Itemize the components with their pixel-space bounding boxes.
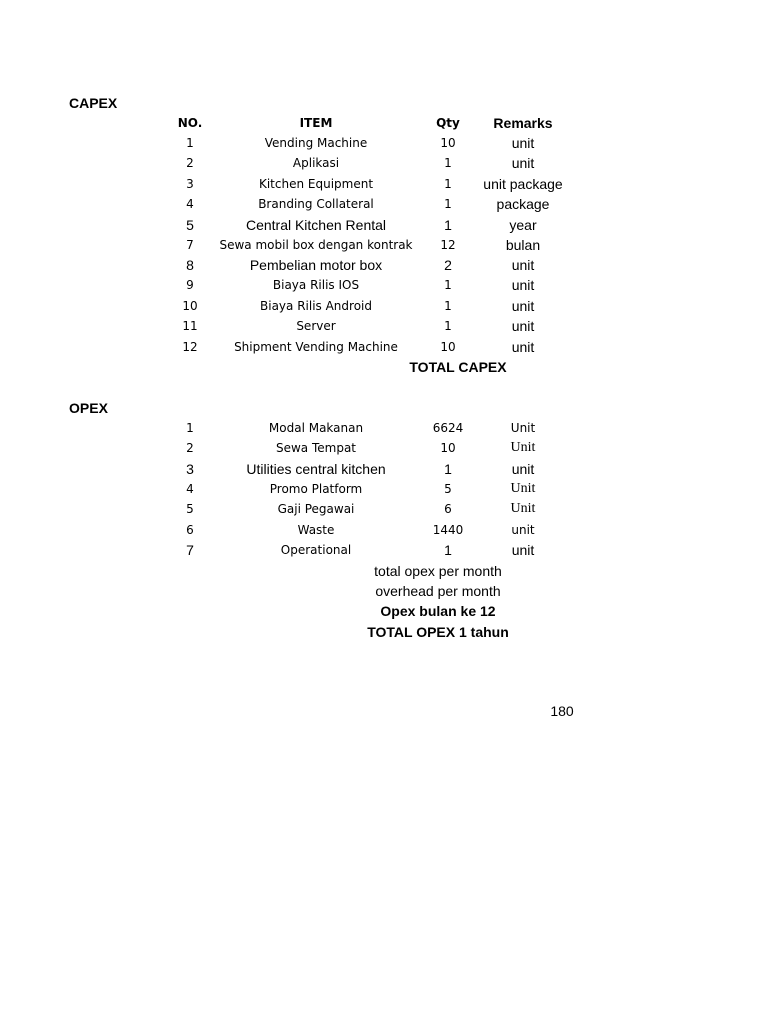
row-no: 12 xyxy=(182,340,198,354)
row-remarks: Unit xyxy=(510,440,536,455)
row-no: 2 xyxy=(186,441,194,455)
row-item: Aplikasi xyxy=(292,156,340,170)
row-remarks: Unit xyxy=(510,481,536,496)
row-remarks: unit xyxy=(511,523,535,537)
header-no: NO. xyxy=(177,116,203,130)
row-remarks: unit xyxy=(511,135,535,151)
row-no: 5 xyxy=(186,217,194,233)
row-qty: 1 xyxy=(444,197,452,211)
row-qty: 1 xyxy=(444,177,452,191)
row-no: 2 xyxy=(186,156,194,170)
row-remarks: unit xyxy=(511,339,535,355)
table-row xyxy=(0,153,768,173)
row-no: 4 xyxy=(186,482,194,496)
row-qty: 1 xyxy=(444,299,452,313)
table-row xyxy=(0,520,768,540)
row-item: Sewa Tempat xyxy=(275,441,357,455)
row-qty: 1440 xyxy=(432,523,464,537)
total-capex-label: TOTAL CAPEX xyxy=(409,359,507,375)
table-row xyxy=(0,133,768,153)
table-row xyxy=(0,337,768,357)
row-item: Biaya Rilis IOS xyxy=(272,278,360,292)
row-item: Shipment Vending Machine xyxy=(234,340,398,354)
total-opex-year-label: TOTAL OPEX 1 tahun xyxy=(367,624,509,640)
row-no: 3 xyxy=(186,461,194,477)
row-item: Biaya Rilis Android xyxy=(260,299,372,313)
row-no: 10 xyxy=(182,299,198,313)
row-remarks: unit xyxy=(511,277,535,293)
opex-month-12-label: Opex bulan ke 12 xyxy=(380,603,496,619)
row-qty: 6624 xyxy=(432,421,464,435)
row-no: 4 xyxy=(186,197,194,211)
row-item: Utilities central kitchen xyxy=(246,461,386,477)
table-row xyxy=(0,235,768,255)
capex-header-row xyxy=(0,113,768,133)
row-remarks: bulan xyxy=(505,237,541,253)
row-no: 5 xyxy=(186,502,194,516)
row-remarks: year xyxy=(509,217,537,233)
row-remarks: unit xyxy=(511,542,535,558)
row-qty: 1 xyxy=(444,278,452,292)
table-row xyxy=(0,438,768,458)
table-row xyxy=(0,194,768,214)
row-qty: 1 xyxy=(444,319,452,333)
row-qty: 1 xyxy=(444,217,452,233)
table-row xyxy=(0,499,768,519)
row-no: 1 xyxy=(186,136,194,150)
row-qty: 10 xyxy=(440,340,456,354)
row-qty: 12 xyxy=(440,238,456,252)
overhead-per-month-label: overhead per month xyxy=(375,583,501,599)
row-qty: 2 xyxy=(444,257,452,273)
row-item: Kitchen Equipment xyxy=(258,177,374,191)
table-row xyxy=(0,215,768,235)
table-row xyxy=(0,316,768,336)
row-item: Central Kitchen Rental xyxy=(245,217,387,233)
row-remarks: package xyxy=(496,196,550,212)
row-no: 1 xyxy=(186,421,194,435)
row-remarks: unit xyxy=(511,298,535,314)
row-no: 9 xyxy=(186,278,194,292)
page-number: 180 xyxy=(550,703,574,719)
opex-title: OPEX xyxy=(69,400,108,416)
row-no: 8 xyxy=(186,257,194,273)
row-qty: 10 xyxy=(440,441,456,455)
row-item: Branding Collateral xyxy=(258,197,374,211)
row-item: Server xyxy=(296,319,336,333)
row-no: 3 xyxy=(186,177,194,191)
row-no: 6 xyxy=(186,523,194,537)
row-item: Pembelian motor box xyxy=(249,257,383,273)
table-row xyxy=(0,296,768,316)
row-item: Vending Machine xyxy=(264,136,368,150)
row-item: Waste xyxy=(297,523,335,537)
row-remarks: unit xyxy=(511,318,535,334)
total-opex-per-month-label: total opex per month xyxy=(374,563,502,579)
table-row xyxy=(0,459,768,479)
header-item: ITEM xyxy=(299,116,333,130)
header-qty: Qty xyxy=(436,116,460,130)
row-item: Modal Makanan xyxy=(268,421,364,435)
row-qty: 5 xyxy=(444,482,452,496)
row-item: Operational xyxy=(280,543,352,557)
row-remarks: unit xyxy=(511,461,535,477)
row-qty: 1 xyxy=(444,542,452,558)
row-qty: 6 xyxy=(444,502,452,516)
row-remarks: unit package xyxy=(483,176,563,192)
row-qty: 1 xyxy=(444,461,452,477)
table-row xyxy=(0,540,768,560)
table-row xyxy=(0,174,768,194)
row-item: Sewa mobil box dengan kontrak xyxy=(219,238,413,252)
row-no: 11 xyxy=(182,319,198,333)
row-no: 7 xyxy=(186,238,194,252)
row-remarks: unit xyxy=(511,257,535,273)
table-row xyxy=(0,479,768,499)
table-row xyxy=(0,255,768,275)
table-row xyxy=(0,418,768,438)
row-qty: 10 xyxy=(440,136,456,150)
row-remarks: Unit xyxy=(510,421,536,435)
table-row xyxy=(0,275,768,295)
row-remarks: Unit xyxy=(510,501,536,516)
row-no: 7 xyxy=(186,542,194,558)
row-item: Promo Platform xyxy=(269,482,363,496)
header-remarks: Remarks xyxy=(493,115,553,131)
row-item: Gaji Pegawai xyxy=(277,502,355,516)
capex-title: CAPEX xyxy=(69,95,118,111)
row-qty: 1 xyxy=(444,156,452,170)
row-remarks: unit xyxy=(511,155,535,171)
